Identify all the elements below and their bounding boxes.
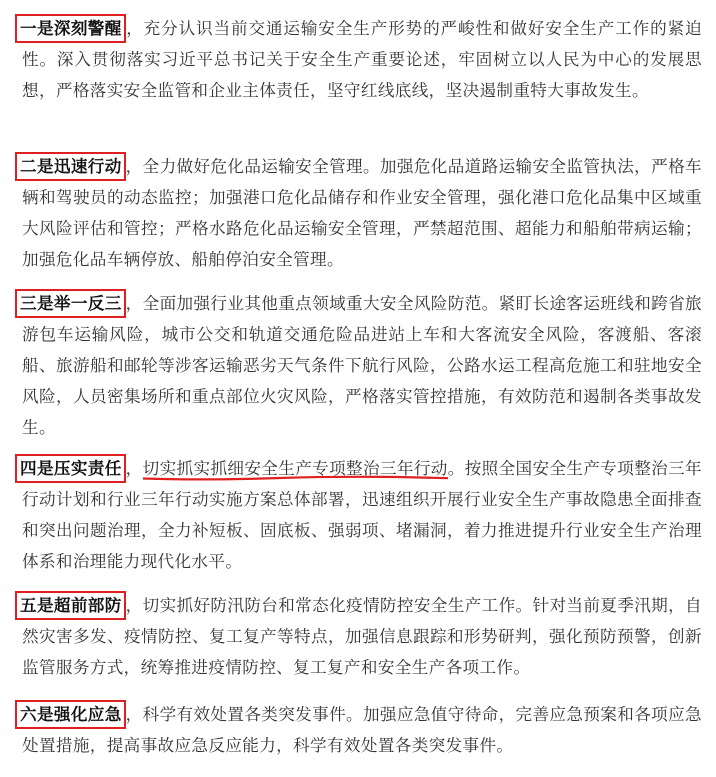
paragraph-6-body: ，科学有效处置各类突发事件。加强应急值守待命，完善应急预案和各项应急处置措施，提高事故应急反应能力，科学有效处置各类突发事件。 [22,705,702,755]
paragraph-6 [22,699,702,761]
paragraph-3-heading: 三是举一反三 [16,290,125,317]
paragraph-2-heading: 二是迅速行动 [16,153,125,180]
paragraph-5-heading: 五是超前部防 [16,592,125,619]
paragraph-2-highlight-text: 严格车辆和驾驶员的动态监控 [22,157,702,207]
paragraph-4-body-after: 。按照全国安全生产专项整治三年行动计划和行业三年行动实施方案总体部署，迅速组织开展行业安全生产事故隐患全面排查和突出问题治理，全力补短板、固底板、强弱项、堵漏洞，着力推进提升行业安全生产治理体系和治理能力现代化水平。 [22,459,702,571]
paragraph-4-highlight [143,459,448,478]
paragraph-2-body-before: ，全力做好危化品运输安全管理。加强危化品道路运输安全监管执法， [125,157,652,176]
paragraph-1 [22,13,702,106]
paragraph-2-body-after: ；加强港口危化品储存和作业安全管理，强化港口危化品集中区域重大风险评估和管控；严格水路危化品运输安全管理，严禁超范围、超能力和船舶带病运输；加强危化品车辆停放、船舶停泊安全管理。 [22,188,702,269]
paragraph-1-body: ，充分认识当前交通运输安全生产形势的严峻性和做好安全生产工作的紧迫性。深入贯彻落实习近平总书记关于安全生产重要论述，牢固树立以人民为中心的发展思想，严格落实安全监管和企业主体责任，坚守红线底线，坚决遏制重特大事故发生。 [22,19,702,100]
paragraph-4-body-before: ， [125,459,143,478]
paragraph-5 [22,590,702,683]
paragraph-4-highlight-text: 切实抓实抓细安全生产专项整治三年行动 [142,459,448,478]
paragraph-5-body: ，切实抓好防汛防台和常态化疫情防控安全生产工作。针对当前夏季汛期，自然灾害多发、疫情防控、复工复产等特点，加强信息跟踪和形势研判，强化预防预警，创新监管服务方式，统筹推进疫情防控、复工复产和安全生产各项工作。 [22,596,702,677]
paragraph-1-heading: 一是深刻警醒 [16,15,125,42]
paragraph-4-heading: 四是压实责任 [16,455,125,482]
paragraph-6-heading: 六是强化应急 [16,701,125,728]
paragraph-4 [22,453,702,577]
paragraph-2 [22,151,702,275]
paragraph-3-body: ，全面加强行业其他重点领域重大安全风险防范。紧盯长途客运班线和跨省旅游包车运输风险，城市公交和轨道交通危险品进站上车和大客流安全风险，客渡船、客滚船、旅游船和邮轮等涉客运输恶劣天气条件下航行风险，公路水运工程高危施工和驻地安全风险，人员密集场所和重点部位火灾风险，严格落实管控措施，有效防范和遏制各类事故发生。 [22,294,702,437]
paragraph-3 [22,288,702,443]
